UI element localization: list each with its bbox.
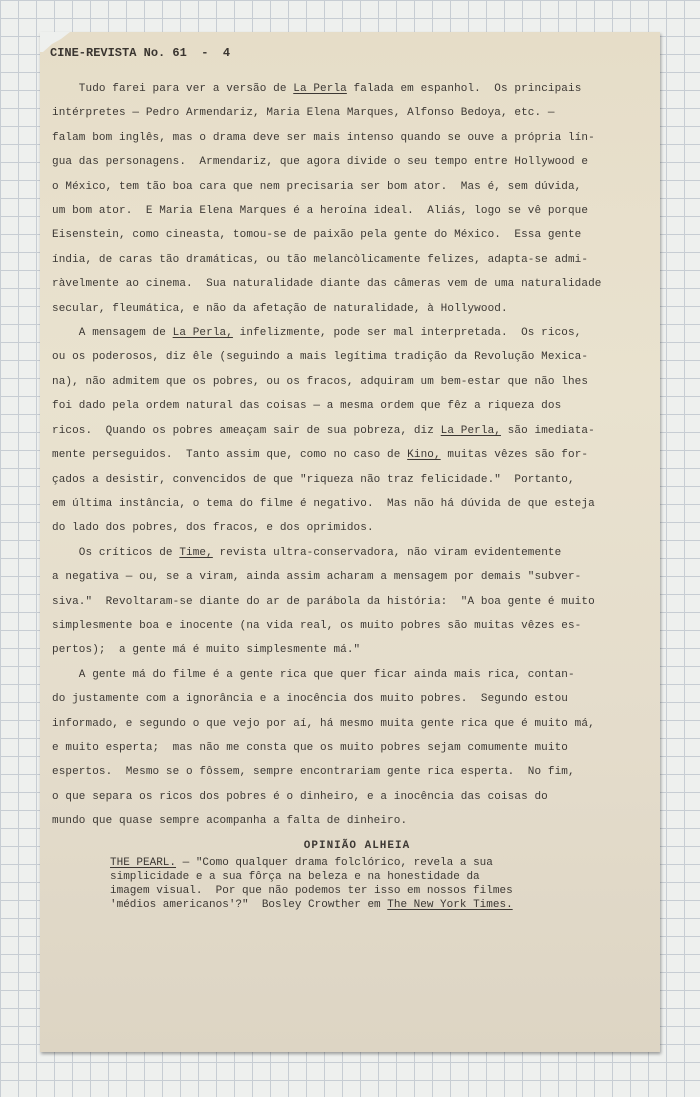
text-run: infelizmente, pode ser mal interpretada. Os ricos, bbox=[232, 327, 582, 340]
text-run: çados a desistir, convencidos de que "riqueza não traz felicidade." Portanto, bbox=[52, 473, 575, 486]
underlined-title: La Perla bbox=[293, 83, 347, 95]
text-run: a negativa — ou, se a viram, ainda assim acharam a mensagem por demais "subver- bbox=[52, 571, 582, 584]
text-run: um bom ator. E Maria Elena Marques é a heroína ideal. Aliás, logo se vê porque bbox=[52, 205, 589, 218]
text-run: A mensagem de bbox=[52, 327, 173, 340]
text-line bbox=[52, 345, 662, 369]
text-line bbox=[52, 468, 662, 492]
paragraph-3 bbox=[52, 541, 662, 663]
text-run: Tudo farei para ver a versão de bbox=[52, 83, 294, 95]
text-run: Os críticos de bbox=[52, 546, 180, 559]
text-run: muitas vêzes são for- bbox=[440, 449, 589, 462]
text-run: em última instância, o tema do filme é negativo. Mas não há dúvida de que esteja bbox=[52, 497, 595, 510]
text-run: o México, tem tão boa cara que nem precisaria ser bom ator. Mas é, sem dúvida, bbox=[52, 180, 582, 193]
underlined-title: La Perla, bbox=[172, 327, 233, 340]
page-header: CINE-REVISTA No. 61 - 4 bbox=[50, 46, 231, 60]
text-line bbox=[52, 516, 662, 540]
text-line bbox=[52, 199, 662, 223]
text-line bbox=[52, 760, 662, 784]
text-line bbox=[52, 638, 662, 662]
text-run: 'médios americanos'?" Bosley Crowther em bbox=[110, 899, 388, 911]
review-quote bbox=[110, 856, 580, 912]
text-line bbox=[52, 126, 662, 150]
text-line bbox=[110, 898, 580, 912]
text-line bbox=[52, 614, 662, 638]
text-run: falam bom inglês, mas o drama deve ser mais intenso quando se ouve a própria lín- bbox=[52, 131, 595, 144]
underlined-title: La Perla, bbox=[440, 424, 501, 437]
text-run: simplesmente boa e inocente (na vida real, os muito pobres são muitas vêzes es- bbox=[52, 619, 582, 632]
text-line bbox=[52, 809, 662, 833]
text-line bbox=[52, 663, 662, 687]
text-line bbox=[110, 856, 580, 870]
text-run: intérpretes — Pedro Armendariz, Maria Elena Marques, Alfonso Bedoya, etc. — bbox=[52, 107, 555, 120]
text-line bbox=[52, 492, 662, 516]
text-line bbox=[52, 785, 662, 809]
text-line bbox=[52, 175, 662, 199]
text-run: siva." Revoltaram-se diante do ar de parábola da história: "A boa gente é muito bbox=[52, 595, 595, 608]
text-run: do justamente com a ignorância e a inocência dos muito pobres. Segundo estou bbox=[52, 693, 568, 706]
text-line bbox=[52, 541, 662, 565]
text-run: ricos. Quando os pobres ameaçam sair de sua pobreza, diz bbox=[52, 424, 441, 437]
paragraph-2 bbox=[52, 321, 662, 541]
text-line bbox=[52, 712, 662, 736]
text-run: ou os poderosos, diz êle (seguindo a mais legítima tradição da Revolução Mexica- bbox=[52, 351, 589, 364]
text-line bbox=[52, 370, 662, 394]
text-line bbox=[52, 394, 662, 418]
paragraph-4 bbox=[52, 663, 662, 834]
underlined-title: Kino, bbox=[407, 449, 441, 462]
text-run: revista ultra-conservadora, não viram evidentemente bbox=[212, 546, 562, 559]
section-title: OPINIÃO ALHEIA bbox=[303, 839, 411, 852]
text-run: simplicidade e a sua fôrça na beleza e na honestidade da bbox=[110, 871, 480, 883]
text-run: o que separa os ricos dos pobres é o dinheiro, e a inocência das coisas do bbox=[52, 790, 548, 803]
text-line bbox=[52, 77, 662, 101]
text-line bbox=[52, 297, 662, 321]
typewritten-page bbox=[40, 32, 660, 1052]
paragraph-1 bbox=[52, 77, 662, 321]
text-run: secular, fleumática, e não da afetação de naturalidade, à Hollywood. bbox=[52, 302, 508, 315]
text-run: — "Como qualquer drama folclórico, revela a sua bbox=[176, 857, 493, 869]
text-line bbox=[52, 443, 662, 467]
text-line bbox=[52, 223, 662, 247]
text-run: e muito esperta; mas não me consta que os muito pobres sejam comumente muito bbox=[52, 741, 568, 754]
text-run: mundo que quase sempre acompanha a falta de dinheiro. bbox=[52, 815, 408, 828]
text-run: imagem visual. Por que não podemos ter isso em nossos filmes bbox=[110, 885, 513, 897]
text-run: informado, e segundo o que vejo por aí, há mesmo muita gente rica que é muito má, bbox=[52, 717, 595, 730]
text-line bbox=[52, 419, 662, 443]
text-run: do lado dos pobres, dos fracos, e dos oprimidos. bbox=[52, 522, 374, 535]
text-run: na), não admitem que os pobres, ou os fracos, adquiram um bem-estar que não lhes bbox=[52, 375, 589, 388]
underlined-title: THE PEARL. bbox=[110, 857, 177, 869]
underlined-title: Time, bbox=[179, 546, 213, 559]
text-run: pertos); a gente má é muito simplesmente má." bbox=[52, 644, 361, 657]
text-line bbox=[52, 101, 662, 125]
text-line bbox=[52, 565, 662, 589]
text-line bbox=[52, 150, 662, 174]
text-line bbox=[110, 870, 580, 884]
text-line bbox=[52, 321, 662, 345]
text-run: índia, de caras tão dramáticas, ou tão melancòlicamente felizes, adapta-se admi- bbox=[52, 253, 589, 266]
underlined-title: The New York Times. bbox=[387, 899, 513, 911]
text-line bbox=[52, 272, 662, 296]
text-run: são imediata- bbox=[500, 424, 595, 437]
text-line bbox=[110, 884, 580, 898]
text-run: foi dado pela ordem natural das coisas — a mesma ordem que fêz a riqueza dos bbox=[52, 400, 562, 413]
text-run: falada em espanhol. Os principais bbox=[346, 83, 582, 95]
text-line bbox=[52, 687, 662, 711]
text-line bbox=[52, 736, 662, 760]
text-line bbox=[52, 590, 662, 614]
text-run: Eisenstein, como cineasta, tomou-se de paixão pela gente do México. Essa gente bbox=[52, 229, 582, 242]
text-run: gua das personagens. Armendariz, que agora divide o seu tempo entre Hollywood e bbox=[52, 156, 589, 169]
text-line bbox=[52, 248, 662, 272]
text-run: mente perseguidos. Tanto assim que, como no caso de bbox=[52, 449, 408, 462]
text-run: ràvelmente ao cinema. Sua naturalidade diante das câmeras vem de uma naturalidade bbox=[52, 278, 602, 291]
text-run: espertos. Mesmo se o fôssem, sempre encontrariam gente rica esperta. No fim, bbox=[52, 766, 575, 779]
text-run: A gente má do filme é a gente rica que quer ficar ainda mais rica, contan- bbox=[52, 668, 575, 681]
body-text bbox=[52, 77, 662, 858]
